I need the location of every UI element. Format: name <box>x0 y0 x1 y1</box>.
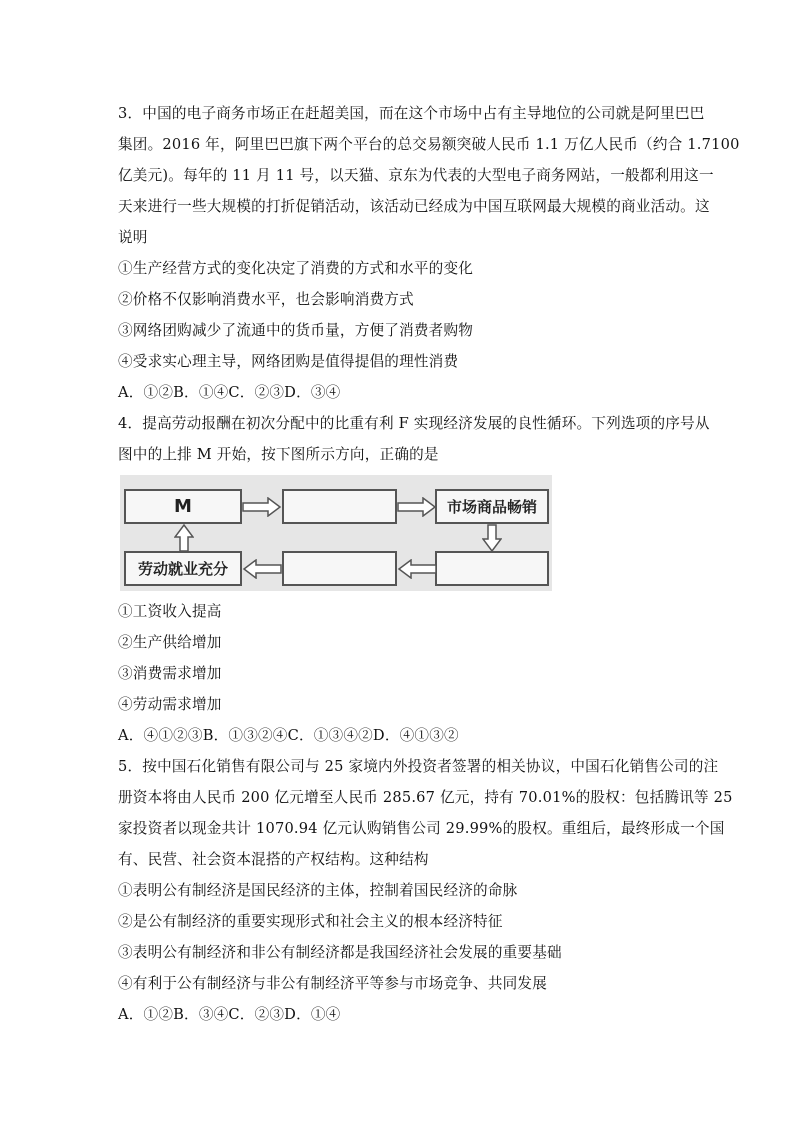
q5-option-1: ①表明公有制经济是国民经济的主体，控制着国民经济的命脉 <box>118 882 518 899</box>
q5-stem-line-3: 家投资者以现金共计 1070.94 亿元认购销售公司 29.99%的股权。重组后，最终形成一个国 <box>118 820 725 837</box>
q5-stem-line-1: 5．按中国石化销售有限公司与 25 家境内外投资者签署的相关协议，中国石化销售公司的注 <box>118 758 719 775</box>
q5-stem-line-4: 有、民营、社会资本混搭的产权结构。这种结构 <box>118 851 429 868</box>
q3-option-2: ②价格不仅影响消费水平，也会影响消费方式 <box>118 291 414 308</box>
q4-stem-line-1: 4．提高劳动报酬在初次分配中的比重有利 F 实现经济发展的良性循环。下列选项的序号从 <box>118 415 710 432</box>
arrow-left-icon <box>397 559 437 579</box>
q3-option-3: ③网络团购减少了流通中的货币量，方便了消费者购物 <box>118 322 474 339</box>
q4-option-4: ④劳动需求增加 <box>118 696 222 713</box>
diagram-box-top-middle <box>282 489 397 524</box>
flow-diagram <box>120 475 552 591</box>
diagram-box-market: 市场商品畅销 <box>435 489 549 524</box>
q4-stem-line-2: 图中的上排 M 开始，按下图所示方向，正确的是 <box>118 446 439 463</box>
q5-answer-choices: A．①②B．③④C．②③D．①④ <box>118 1006 341 1023</box>
q5-stem-line-2: 册资本将由人民币 200 亿元增至人民币 285.67 亿元，持有 70.01%的股权：包括腾讯等 25 <box>118 789 733 806</box>
q3-option-1: ①生产经营方式的变化决定了消费的方式和水平的变化 <box>118 260 474 277</box>
q5-option-4: ④有利于公有制经济与非公有制经济平等参与市场竞争、共同发展 <box>118 975 548 992</box>
q4-option-3: ③消费需求增加 <box>118 665 222 682</box>
q3-stem-line-2: 集团。2016 年，阿里巴巴旗下两个平台的总交易额突破人民币 1.1 万亿人民币（约合 1.7100 <box>118 136 740 153</box>
arrow-right-icon <box>242 497 282 517</box>
q5-option-3: ③表明公有制经济和非公有制经济都是我国经济社会发展的重要基础 <box>118 944 562 961</box>
q3-stem-line-3: 亿美元)。每年的 11 月 11 号，以天猫、京东为代表的大型电子商务网站，一般都利用这一 <box>118 167 714 184</box>
q4-answer-choices: A．④①②③B．①③②④C．①③④②D．④①③② <box>118 727 459 744</box>
diagram-box-m: M <box>124 489 242 524</box>
q3-stem-line-1: 3．中国的电子商务市场正在赶超美国，而在这个市场中占有主导地位的公司就是阿里巴巴 <box>118 105 705 122</box>
diagram-box-bottom-middle <box>282 551 397 586</box>
q5-option-2: ②是公有制经济的重要实现形式和社会主义的根本经济特征 <box>118 913 503 930</box>
q4-option-1: ①工资收入提高 <box>118 603 222 620</box>
diagram-box-labor: 劳动就业充分 <box>124 551 242 586</box>
arrow-down-icon <box>482 524 502 552</box>
q3-stem-line-5: 说明 <box>118 229 148 246</box>
q3-option-4: ④受求实心理主导，网络团购是值得提倡的理性消费 <box>118 353 459 370</box>
q3-stem-line-4: 天来进行一些大规模的打折促销活动，该活动已经成为中国互联网最大规模的商业活动。这 <box>118 198 710 215</box>
arrow-right-icon <box>397 497 437 517</box>
arrow-up-icon <box>174 524 194 552</box>
arrow-left-icon <box>242 559 282 579</box>
q3-answer-choices: A．①②B．①④C．②③D．③④ <box>118 384 341 401</box>
q4-option-2: ②生产供给增加 <box>118 634 222 651</box>
diagram-box-bottom-right <box>435 551 549 586</box>
